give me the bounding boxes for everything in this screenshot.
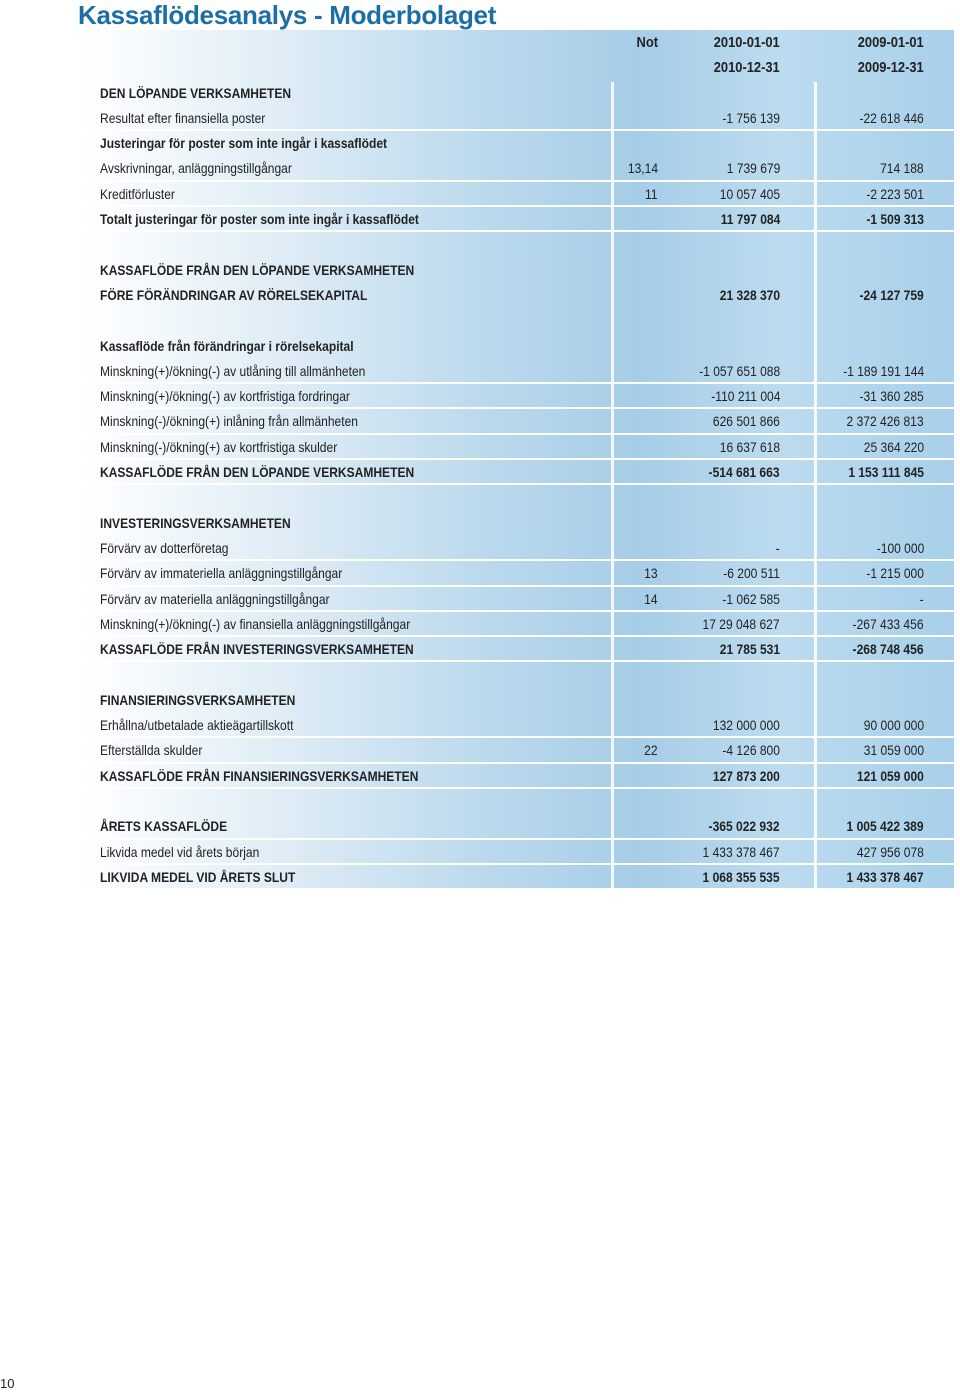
row-value-2010: -365 022 932 xyxy=(709,818,780,835)
row-label: Förvärv av immateriella anläggningstillgångar xyxy=(100,565,343,582)
table-row xyxy=(78,814,954,839)
row-value-2010: 127 873 200 xyxy=(713,767,780,784)
row-value-2010: -514 681 663 xyxy=(709,464,780,481)
table-row xyxy=(78,258,954,283)
row-label: DEN LÖPANDE VERKSAMHETEN xyxy=(100,84,292,101)
row-label: Förvärv av dotterföretag xyxy=(100,539,229,556)
row-label: KASSAFLÖDE FRÅN DEN LÖPANDE VERKSAMHETEN xyxy=(100,261,415,278)
row-value-2009: 1 433 378 467 xyxy=(847,868,924,885)
row-value-2009: 1 005 422 389 xyxy=(847,818,924,835)
table-row xyxy=(78,182,954,207)
column-divider xyxy=(814,82,817,890)
row-value-2010: 17 29 048 627 xyxy=(703,615,780,632)
table-row xyxy=(78,359,954,384)
table-row xyxy=(78,409,954,434)
table-row xyxy=(78,561,954,586)
row-note: 22 xyxy=(644,742,658,759)
row-label: Minskning(-)/ökning(+) av kortfristiga skulder xyxy=(100,438,338,455)
table-row xyxy=(78,612,954,637)
row-value-2009: -1 509 313 xyxy=(866,211,924,228)
row-label: KASSAFLÖDE FRÅN INVESTERINGSVERKSAMHETEN xyxy=(100,641,414,658)
table-row xyxy=(78,536,954,561)
header-row-2 xyxy=(78,55,954,80)
row-value-2010: 10 057 405 xyxy=(719,185,780,202)
row-value-2009: 25 364 220 xyxy=(863,438,924,455)
row-note: 13,14 xyxy=(627,160,658,177)
spacer-row xyxy=(78,485,954,510)
cashflow-table xyxy=(78,30,954,890)
table-row xyxy=(78,713,954,738)
spacer-row xyxy=(78,789,954,814)
table-row xyxy=(78,738,954,763)
row-value-2010: 21 328 370 xyxy=(719,286,780,303)
table-row xyxy=(78,334,954,359)
row-label: ÅRETS KASSAFLÖDE xyxy=(100,818,228,835)
row-label: Justeringar för poster som inte ingår i kassaflödet xyxy=(100,135,388,152)
table-row xyxy=(78,207,954,232)
row-value-2010: -4 126 800 xyxy=(722,742,780,759)
table-row xyxy=(78,840,954,865)
table-row xyxy=(78,156,954,181)
row-value-2010: -1 057 651 088 xyxy=(698,362,780,379)
row-value-2009: 31 059 000 xyxy=(863,742,924,759)
row-label: Efterställda skulder xyxy=(100,742,203,759)
row-label: Kreditförluster xyxy=(100,185,175,202)
row-label: Avskrivningar, anläggningstillgångar xyxy=(100,160,292,177)
header-col1-start: 2010-01-01 xyxy=(714,34,780,51)
table-row xyxy=(78,81,954,106)
table-row xyxy=(78,688,954,713)
row-label: FINANSIERINGSVERKSAMHETEN xyxy=(100,691,296,708)
row-value-2009: - xyxy=(919,590,924,607)
table-row xyxy=(78,587,954,612)
table-row xyxy=(78,865,954,890)
row-label: Kassaflöde från förändringar i rörelsekapital xyxy=(100,337,354,354)
spacer-row xyxy=(78,662,954,687)
header-not: Not xyxy=(636,34,658,51)
row-value-2009: -267 433 456 xyxy=(853,615,924,632)
row-label: Minskning(+)/ökning(-) av finansiella anläggningstillgångar xyxy=(100,615,411,632)
row-label: INVESTERINGSVERKSAMHETEN xyxy=(100,514,291,531)
page-number: 10 xyxy=(0,1376,15,1391)
header-col1-end: 2010-12-31 xyxy=(714,59,780,77)
row-value-2010: -110 211 004 xyxy=(710,388,780,405)
row-value-2010: 1 068 355 535 xyxy=(703,868,780,885)
row-value-2009: -100 000 xyxy=(876,539,924,556)
row-value-2010: 21 785 531 xyxy=(719,641,780,658)
row-value-2010: 1 739 679 xyxy=(726,160,780,177)
row-value-2009: -2 223 501 xyxy=(866,185,924,202)
row-label: LIKVIDA MEDEL VID ÅRETS SLUT xyxy=(100,868,296,885)
row-value-2009: -22 618 446 xyxy=(859,109,924,126)
row-label: Totalt justeringar för poster som inte ingår i kassaflödet xyxy=(100,211,419,228)
table-row xyxy=(78,106,954,131)
table-row xyxy=(78,764,954,789)
row-note: 11 xyxy=(645,185,658,202)
row-label: Likvida medel vid årets början xyxy=(100,843,260,860)
row-note: 13 xyxy=(644,565,658,582)
row-value-2010: -6 200 511 xyxy=(723,565,780,582)
table-row xyxy=(78,511,954,536)
table-row xyxy=(78,460,954,485)
row-value-2010: 11 797 084 xyxy=(720,211,780,228)
row-label: Förvärv av materiella anläggningstillgångar xyxy=(100,590,330,607)
table-body xyxy=(78,81,954,891)
row-value-2010: - xyxy=(775,539,780,556)
row-value-2009: -24 127 759 xyxy=(859,286,924,303)
row-value-2009: -1 215 000 xyxy=(866,565,924,582)
header-col2-end: 2009-12-31 xyxy=(858,59,924,77)
row-label: Minskning(+)/ökning(-) av kortfristiga fordringar xyxy=(100,388,350,405)
row-value-2009: 714 188 xyxy=(880,160,924,177)
row-note: 14 xyxy=(644,590,658,607)
row-label: Minskning(+)/ökning(-) av utlåning till allmänheten xyxy=(100,362,366,379)
table-row xyxy=(78,131,954,156)
row-value-2009: -31 360 285 xyxy=(859,388,924,405)
row-value-2010: 626 501 866 xyxy=(713,413,780,430)
row-value-2009: -268 748 456 xyxy=(853,641,924,658)
row-value-2009: 1 153 111 845 xyxy=(848,464,924,481)
table-row xyxy=(78,283,954,308)
row-label: Resultat efter finansiella poster xyxy=(100,109,266,126)
page-title: Kassaflödesanalys - Moderbolaget xyxy=(78,0,497,30)
column-divider xyxy=(611,82,614,890)
row-label: FÖRE FÖRÄNDRINGAR AV RÖRELSEKAPITAL xyxy=(100,286,368,303)
header-row-1 xyxy=(78,30,954,55)
spacer-row xyxy=(78,232,954,257)
row-value-2010: 1 433 378 467 xyxy=(703,843,780,860)
row-label: KASSAFLÖDE FRÅN FINANSIERINGSVERKSAMHETEN xyxy=(100,767,419,784)
row-value-2010: 16 637 618 xyxy=(719,438,780,455)
row-value-2009: 2 372 426 813 xyxy=(847,413,924,430)
row-value-2010: -1 062 585 xyxy=(722,590,780,607)
row-value-2009: 427 956 078 xyxy=(857,843,924,860)
row-value-2009: 90 000 000 xyxy=(863,717,924,734)
row-value-2009: -1 189 191 144 xyxy=(842,362,924,379)
table-row xyxy=(78,384,954,409)
row-label: Erhållna/utbetalade aktieägartillskott xyxy=(100,717,294,734)
row-value-2009: 121 059 000 xyxy=(857,767,924,784)
header-col2-start: 2009-01-01 xyxy=(858,34,924,51)
row-value-2010: 132 000 000 xyxy=(713,717,780,734)
row-label: Minskning(-)/ökning(+) inlåning från allmänheten xyxy=(100,413,358,430)
row-label: KASSAFLÖDE FRÅN DEN LÖPANDE VERKSAMHETEN xyxy=(100,464,415,481)
spacer-row xyxy=(78,308,954,333)
row-value-2010: -1 756 139 xyxy=(722,109,780,126)
table-row xyxy=(78,637,954,662)
table-row xyxy=(78,435,954,460)
